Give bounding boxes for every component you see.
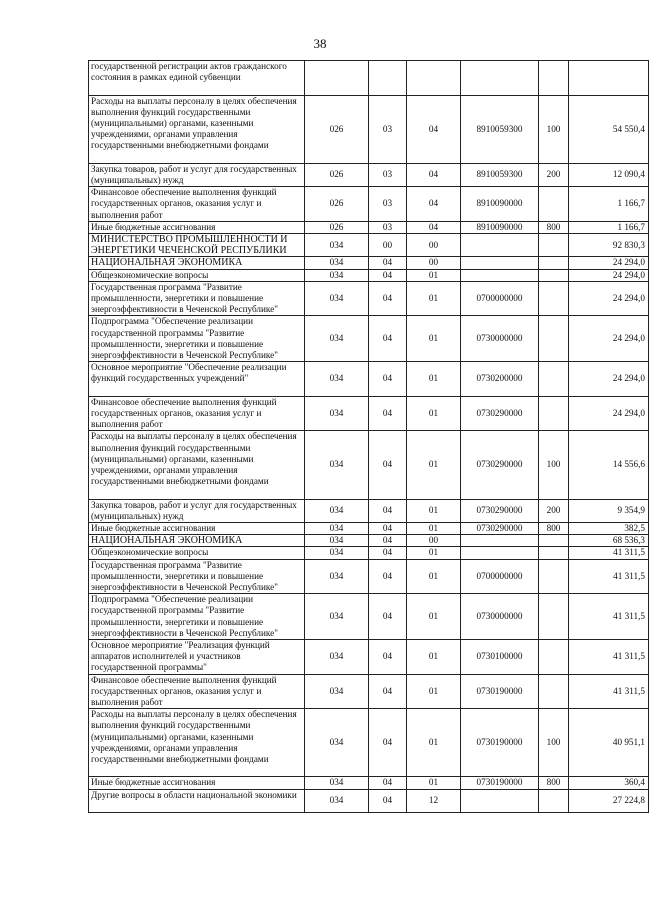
section-code-cell: 04 xyxy=(369,281,407,316)
budget-table xyxy=(88,60,649,813)
amount-cell: 12 090,4 xyxy=(569,163,649,186)
amount-cell: 1 166,7 xyxy=(569,187,649,222)
ministry-code-cell: 026 xyxy=(305,221,369,233)
section-code-cell: 03 xyxy=(369,95,407,163)
expense-type-cell: 100 xyxy=(539,709,569,777)
budget-table-body xyxy=(89,61,649,813)
section-code-cell: 04 xyxy=(369,789,407,812)
subsection-code-cell: 04 xyxy=(407,221,461,233)
item-name-cell: НАЦИОНАЛЬНАЯ ЭКОНОМИКА xyxy=(89,257,305,269)
table-row xyxy=(89,187,649,222)
item-name-cell: Финансовое обеспечение выполнения функций государственных органов, оказания услуг и выполнения работ xyxy=(89,674,305,709)
table-row xyxy=(89,61,649,96)
subsection-code-cell: 01 xyxy=(407,396,461,431)
section-code-cell: 04 xyxy=(369,523,407,535)
expense-type-cell xyxy=(539,234,569,257)
item-name-cell: Общеэкономические вопросы xyxy=(89,547,305,559)
item-name-cell: Государственная программа "Развитие промышленности, энергетики и повышение энергоэффективности в Чеченской Республике" xyxy=(89,281,305,316)
subsection-code-cell: 01 xyxy=(407,547,461,559)
ministry-code-cell: 026 xyxy=(305,95,369,163)
table-row xyxy=(89,789,649,812)
ministry-code-cell: 034 xyxy=(305,789,369,812)
section-code-cell: 04 xyxy=(369,777,407,789)
item-name-cell: Расходы на выплаты персоналу в целях обеспечения выполнения функций государственными (муниципальными) органами, казенными учреждениями, органами управления государственными внебюджетными фондами xyxy=(89,709,305,777)
expense-type-cell xyxy=(539,535,569,547)
subsection-code-cell: 01 xyxy=(407,640,461,675)
ministry-code-cell: 034 xyxy=(305,362,369,397)
subsection-code-cell: 00 xyxy=(407,535,461,547)
ministry-code-cell: 034 xyxy=(305,499,369,522)
section-code-cell: 04 xyxy=(369,674,407,709)
target-article-cell: 8910059300 xyxy=(461,95,539,163)
expense-type-cell xyxy=(539,316,569,362)
expense-type-cell xyxy=(539,789,569,812)
target-article-cell: 0730100000 xyxy=(461,640,539,675)
target-article-cell: 0730290000 xyxy=(461,523,539,535)
target-article-cell xyxy=(461,257,539,269)
target-article-cell: 8910059300 xyxy=(461,163,539,186)
target-article-cell: 0730290000 xyxy=(461,431,539,499)
subsection-code-cell: 01 xyxy=(407,709,461,777)
expense-type-cell: 200 xyxy=(539,499,569,522)
amount-cell: 41 311,5 xyxy=(569,640,649,675)
amount-cell: 41 311,5 xyxy=(569,594,649,640)
section-code-cell: 04 xyxy=(369,640,407,675)
amount-cell: 27 224,8 xyxy=(569,789,649,812)
section-code-cell: 04 xyxy=(369,396,407,431)
ministry-code-cell: 034 xyxy=(305,257,369,269)
table-row xyxy=(89,674,649,709)
expense-type-cell xyxy=(539,281,569,316)
target-article-cell: 0730290000 xyxy=(461,396,539,431)
item-name-cell: НАЦИОНАЛЬНАЯ ЭКОНОМИКА xyxy=(89,535,305,547)
table-row xyxy=(89,234,649,257)
amount-cell: 24 294,0 xyxy=(569,257,649,269)
item-name-cell: Подпрограмма "Обеспечение реализации государственной программы "Развитие промышленности, энергетики и повышение энергоэффективности в Чеченской Республике" xyxy=(89,316,305,362)
expense-type-cell xyxy=(539,187,569,222)
target-article-cell xyxy=(461,269,539,281)
item-name-cell: Основное мероприятие "Обеспечение реализации функций государственных учреждений" xyxy=(89,362,305,397)
ministry-code-cell: 034 xyxy=(305,777,369,789)
amount-cell: 41 311,5 xyxy=(569,674,649,709)
section-code-cell: 04 xyxy=(369,535,407,547)
item-name-cell: Другие вопросы в области национальной экономики xyxy=(89,789,305,812)
section-code-cell: 04 xyxy=(369,316,407,362)
expense-type-cell: 200 xyxy=(539,163,569,186)
table-row xyxy=(89,281,649,316)
amount-cell: 68 536,3 xyxy=(569,535,649,547)
section-code-cell: 04 xyxy=(369,362,407,397)
expense-type-cell: 800 xyxy=(539,777,569,789)
ministry-code-cell: 026 xyxy=(305,163,369,186)
expense-type-cell xyxy=(539,269,569,281)
amount-cell: 41 311,5 xyxy=(569,547,649,559)
target-article-cell: 0730290000 xyxy=(461,499,539,522)
target-article-cell xyxy=(461,547,539,559)
subsection-code-cell: 12 xyxy=(407,789,461,812)
ministry-code-cell: 034 xyxy=(305,674,369,709)
table-row xyxy=(89,257,649,269)
table-row xyxy=(89,559,649,594)
target-article-cell: 0730190000 xyxy=(461,674,539,709)
target-article-cell: 0700000000 xyxy=(461,281,539,316)
subsection-code-cell: 01 xyxy=(407,523,461,535)
subsection-code-cell: 04 xyxy=(407,95,461,163)
item-name-cell: Государственная программа "Развитие промышленности, энергетики и повышение энергоэффективности в Чеченской Республике" xyxy=(89,559,305,594)
expense-type-cell xyxy=(539,559,569,594)
subsection-code-cell: 00 xyxy=(407,234,461,257)
ministry-code-cell: 034 xyxy=(305,594,369,640)
table-row xyxy=(89,396,649,431)
table-row xyxy=(89,547,649,559)
ministry-code-cell: 034 xyxy=(305,269,369,281)
expense-type-cell xyxy=(539,640,569,675)
item-name-cell: Основное мероприятие "Реализация функций аппаратов исполнителей и участников государственной программы" xyxy=(89,640,305,675)
ministry-code-cell: 026 xyxy=(305,187,369,222)
section-code-cell: 04 xyxy=(369,594,407,640)
subsection-code-cell: 01 xyxy=(407,431,461,499)
item-name-cell: Закупка товаров, работ и услуг для государственных (муниципальных) нужд xyxy=(89,499,305,522)
ministry-code-cell: 034 xyxy=(305,547,369,559)
section-code-cell xyxy=(369,61,407,96)
subsection-code-cell: 01 xyxy=(407,594,461,640)
ministry-code-cell: 034 xyxy=(305,559,369,594)
ministry-code-cell: 034 xyxy=(305,431,369,499)
target-article-cell xyxy=(461,61,539,96)
expense-type-cell: 800 xyxy=(539,523,569,535)
subsection-code-cell: 01 xyxy=(407,499,461,522)
section-code-cell: 04 xyxy=(369,431,407,499)
section-code-cell: 04 xyxy=(369,547,407,559)
section-code-cell: 04 xyxy=(369,559,407,594)
item-name-cell: Общеэкономические вопросы xyxy=(89,269,305,281)
subsection-code-cell: 01 xyxy=(407,777,461,789)
item-name-cell: Расходы на выплаты персоналу в целях обеспечения выполнения функций государственными (муниципальными) органами, казенными учреждениями, органами управления государственными внебюджетными фондами xyxy=(89,95,305,163)
target-article-cell: 0730200000 xyxy=(461,362,539,397)
page-number: 38 xyxy=(313,36,327,51)
amount-cell xyxy=(569,61,649,96)
item-name-cell: государственной регистрации актов гражданского состояния в рамках единой субвенции xyxy=(89,61,305,96)
section-code-cell: 03 xyxy=(369,221,407,233)
table-row xyxy=(89,523,649,535)
subsection-code-cell: 01 xyxy=(407,559,461,594)
subsection-code-cell: 04 xyxy=(407,163,461,186)
target-article-cell: 8910090000 xyxy=(461,187,539,222)
subsection-code-cell: 01 xyxy=(407,316,461,362)
table-row xyxy=(89,499,649,522)
target-article-cell: 0730000000 xyxy=(461,316,539,362)
section-code-cell: 04 xyxy=(369,269,407,281)
amount-cell: 14 556,6 xyxy=(569,431,649,499)
item-name-cell: МИНИСТЕРСТВО ПРОМЫШЛЕННОСТИ И ЭНЕРГЕТИКИ ЧЕЧЕНСКОЙ РЕСПУБЛИКИ xyxy=(89,234,305,257)
table-row xyxy=(89,709,649,777)
target-article-cell: 0730190000 xyxy=(461,709,539,777)
expense-type-cell xyxy=(539,362,569,397)
ministry-code-cell: 034 xyxy=(305,316,369,362)
table-row xyxy=(89,594,649,640)
subsection-code-cell: 01 xyxy=(407,269,461,281)
item-name-cell: Иные бюджетные ассигнования xyxy=(89,523,305,535)
table-row xyxy=(89,316,649,362)
section-code-cell: 00 xyxy=(369,234,407,257)
subsection-code-cell: 01 xyxy=(407,281,461,316)
item-name-cell: Иные бюджетные ассигнования xyxy=(89,777,305,789)
section-code-cell: 04 xyxy=(369,709,407,777)
ministry-code-cell: 034 xyxy=(305,535,369,547)
table-row xyxy=(89,640,649,675)
ministry-code-cell: 034 xyxy=(305,709,369,777)
subsection-code-cell: 00 xyxy=(407,257,461,269)
ministry-code-cell xyxy=(305,61,369,96)
table-row xyxy=(89,535,649,547)
expense-type-cell xyxy=(539,547,569,559)
subsection-code-cell: 01 xyxy=(407,674,461,709)
table-row xyxy=(89,362,649,397)
expense-type-cell xyxy=(539,674,569,709)
subsection-code-cell xyxy=(407,61,461,96)
table-row xyxy=(89,777,649,789)
table-row xyxy=(89,95,649,163)
amount-cell: 24 294,0 xyxy=(569,362,649,397)
item-name-cell: Расходы на выплаты персоналу в целях обеспечения выполнения функций государственными (муниципальными) органами, казенными учреждениями, органами управления государственными внебюджетными фондами xyxy=(89,431,305,499)
expense-type-cell: 100 xyxy=(539,95,569,163)
amount-cell: 360,4 xyxy=(569,777,649,789)
table-row xyxy=(89,269,649,281)
amount-cell: 1 166,7 xyxy=(569,221,649,233)
ministry-code-cell: 034 xyxy=(305,523,369,535)
amount-cell: 24 294,0 xyxy=(569,396,649,431)
target-article-cell: 8910090000 xyxy=(461,221,539,233)
expense-type-cell xyxy=(539,257,569,269)
amount-cell: 9 354,9 xyxy=(569,499,649,522)
expense-type-cell xyxy=(539,396,569,431)
ministry-code-cell: 034 xyxy=(305,234,369,257)
section-code-cell: 03 xyxy=(369,187,407,222)
item-name-cell: Иные бюджетные ассигнования xyxy=(89,221,305,233)
amount-cell: 54 550,4 xyxy=(569,95,649,163)
target-article-cell xyxy=(461,234,539,257)
ministry-code-cell: 034 xyxy=(305,396,369,431)
table-row xyxy=(89,163,649,186)
target-article-cell xyxy=(461,789,539,812)
item-name-cell: Закупка товаров, работ и услуг для государственных (муниципальных) нужд xyxy=(89,163,305,186)
ministry-code-cell: 034 xyxy=(305,640,369,675)
subsection-code-cell: 01 xyxy=(407,362,461,397)
expense-type-cell xyxy=(539,61,569,96)
section-code-cell: 03 xyxy=(369,163,407,186)
amount-cell: 92 830,3 xyxy=(569,234,649,257)
section-code-cell: 04 xyxy=(369,257,407,269)
amount-cell: 24 294,0 xyxy=(569,269,649,281)
expense-type-cell: 100 xyxy=(539,431,569,499)
section-code-cell: 04 xyxy=(369,499,407,522)
expense-type-cell xyxy=(539,594,569,640)
target-article-cell: 0700000000 xyxy=(461,559,539,594)
target-article-cell: 0730000000 xyxy=(461,594,539,640)
expense-type-cell: 800 xyxy=(539,221,569,233)
amount-cell: 41 311,5 xyxy=(569,559,649,594)
table-row xyxy=(89,221,649,233)
amount-cell: 24 294,0 xyxy=(569,281,649,316)
item-name-cell: Финансовое обеспечение выполнения функций государственных органов, оказания услуг и выполнения работ xyxy=(89,187,305,222)
item-name-cell: Подпрограмма "Обеспечение реализации государственной программы "Развитие промышленности, энергетики и повышение энергоэффективности в Чеченской Республике" xyxy=(89,594,305,640)
subsection-code-cell: 04 xyxy=(407,187,461,222)
amount-cell: 40 951,1 xyxy=(569,709,649,777)
amount-cell: 382,5 xyxy=(569,523,649,535)
target-article-cell: 0730190000 xyxy=(461,777,539,789)
target-article-cell xyxy=(461,535,539,547)
ministry-code-cell: 034 xyxy=(305,281,369,316)
amount-cell: 24 294,0 xyxy=(569,316,649,362)
item-name-cell: Финансовое обеспечение выполнения функций государственных органов, оказания услуг и выполнения работ xyxy=(89,396,305,431)
table-row xyxy=(89,431,649,499)
